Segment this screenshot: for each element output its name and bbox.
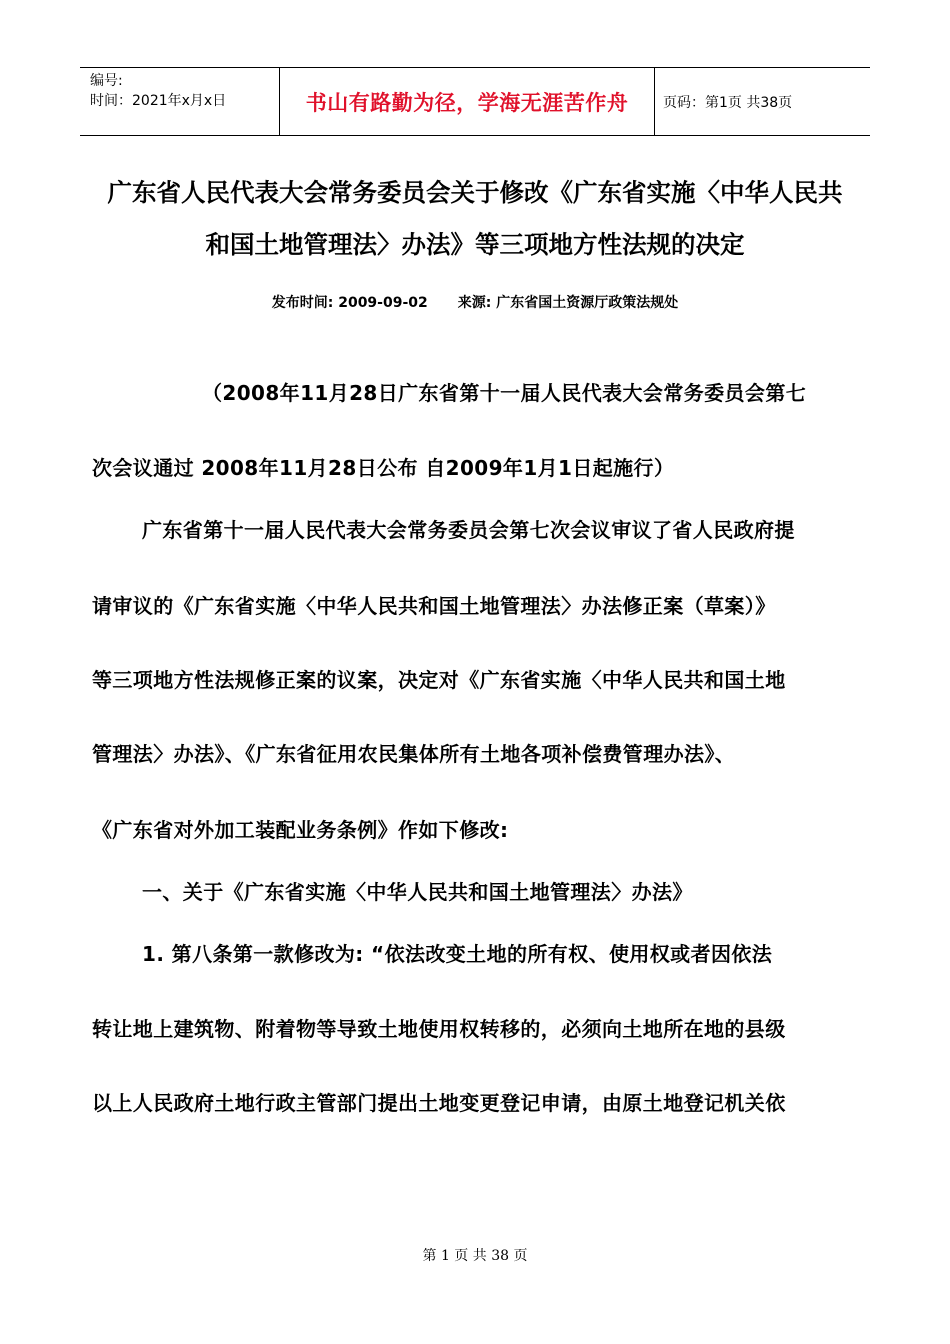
body-line: 以上人民政府土地行政主管部门提出土地变更登记申请，由原土地登记机关依 [92,1091,786,1115]
body-line: 管理法〉办法》、《广东省征用农民集体所有土地各项补偿费管理办法》、 [92,742,736,766]
header-left-cell [80,68,280,135]
page-footer: 第 1 页 共 38 页 [422,1248,528,1264]
body-line: 请审议的《广东省实施〈中华人民共和国土地管理法〉办法修正案（草案）》 [92,594,776,618]
motto-text: 书山有路勤为径，学海无涯苦作舟 [305,90,629,115]
body-line: （2008年11月28日广东省第十一届人民代表大会常务委员会第七 [202,381,807,405]
body-line: 广东省第十一届人民代表大会常务委员会第七次会议审议了省人民政府提 [142,518,795,542]
header-middle-cell [280,68,655,135]
header-right-cell [655,68,870,135]
document-title-line-1: 广东省人民代表大会常务委员会关于修改《广东省实施〈中华人民共 [107,178,843,207]
publish-meta [80,292,870,314]
document-title-line-2: 和国土地管理法〉办法》等三项地方性法规的决定 [205,230,745,259]
number-label: 编号: [90,73,123,89]
page-info: 页码：第1页 共38页 [663,94,793,111]
body-line: 1. 第八条第一款修改为: “依法改变土地的所有权、使用权或者因依法 [142,942,773,966]
body-line: 《广东省对外加工装配业务条例》作如下修改: [92,818,509,842]
header-table [80,67,870,136]
section-heading: 一、关于《广东省实施〈中华人民共和国土地管理法〉办法》 [142,880,693,904]
body-line: 转让地上建筑物、附着物等导致土地使用权转移的，必须向土地所在地的县级 [92,1017,786,1041]
time-label: 时间：2021年x月x日 [90,93,227,109]
publish-time: 发布时间: 2009-09-02 [271,295,428,311]
body-line: 次会议通过 2008年11月28日公布 自2009年1月1日起施行） [92,456,675,480]
body-line: 等三项地方性法规修正案的议案，决定对《广东省实施〈中华人民共和国土地 [92,668,786,692]
publish-source: 来源: 广东省国土资源厅政策法规处 [457,295,679,311]
